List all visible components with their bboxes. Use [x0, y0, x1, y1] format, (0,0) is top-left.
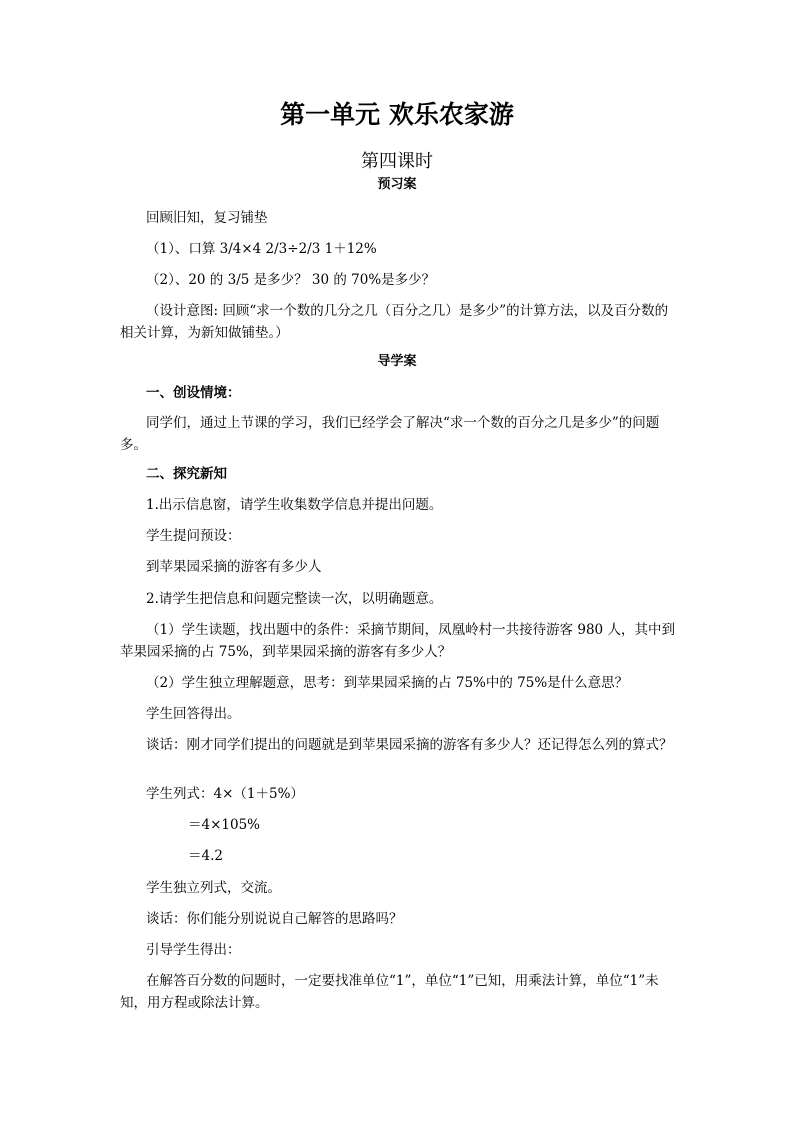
review-intro: 回顾旧知，复习铺垫	[146, 210, 268, 226]
preview-heading: 预习案	[377, 177, 417, 192]
section-1-text: 同学们，通过上节课的学习，我们已经学会了解决“求一个数的百分之几是多少”的问题多。	[120, 415, 660, 453]
conclusion: 在解答百分数的问题时，一定要找准单位“1”，单位“1”已知，用乘法计算，单位“1”未知，用方程或除法计算。	[120, 973, 659, 1011]
talk-2: 谈话：你们能分别说说自己解答的思路吗？	[146, 911, 403, 927]
student-preset: 学生提问预设：	[146, 528, 241, 544]
formula-line-3: ＝4.2	[188, 848, 223, 864]
step-1: 1.出示信息窗，请学生收集数学信息并提出问题。	[146, 497, 443, 513]
design-note: （设计意图: 回顾“求一个数的几分之几（百分之几）是多少”的计算方法，以及百分数的相关计算，为新知做铺垫。）	[120, 303, 669, 341]
section-1-title: 一、创设情境：	[146, 385, 241, 401]
student-answer: 学生回答得出。	[146, 706, 241, 722]
question-text: 到苹果园采摘的游客有多少人	[146, 559, 322, 575]
guide-text: 引导学生得出：	[146, 942, 241, 958]
review-item-1: （1）、口算 3/4×4 2/3÷2/3 1＋12%	[146, 241, 377, 257]
sub-step-2: （2）学生独立理解题意，思考：到苹果园采摘的占 75%中的 75%是什么意思？	[146, 675, 629, 691]
independent-work: 学生独立列式，交流。	[146, 880, 281, 896]
sub-step-1: （1）学生读题，找出题中的条件：采摘节期间，凤凰岭村一共接待游客 980 人，其中到苹果园采摘的占 75%，到苹果园采摘的游客有多少人？	[120, 622, 675, 660]
unit-title: 第一单元 欢乐农家游	[280, 100, 514, 129]
step-2: 2.请学生把信息和问题完整读一次，以明确题意。	[146, 591, 443, 607]
section-2-title: 二、探究新知	[146, 466, 227, 482]
guide-heading: 导学案	[377, 354, 417, 369]
talk-1: 谈话：刚才同学们提出的问题就是到苹果园采摘的游客有多少人？还记得怎么列的算式？	[146, 737, 673, 753]
review-item-2: （2）、20 的 3/5 是多少？ 30 的 70%是多少？	[146, 272, 436, 288]
formula-line-1: 学生列式：4×（1＋5%）	[146, 786, 304, 802]
formula-line-2: ＝4×105%	[188, 817, 260, 833]
lesson-subtitle: 第四课时	[361, 151, 433, 172]
